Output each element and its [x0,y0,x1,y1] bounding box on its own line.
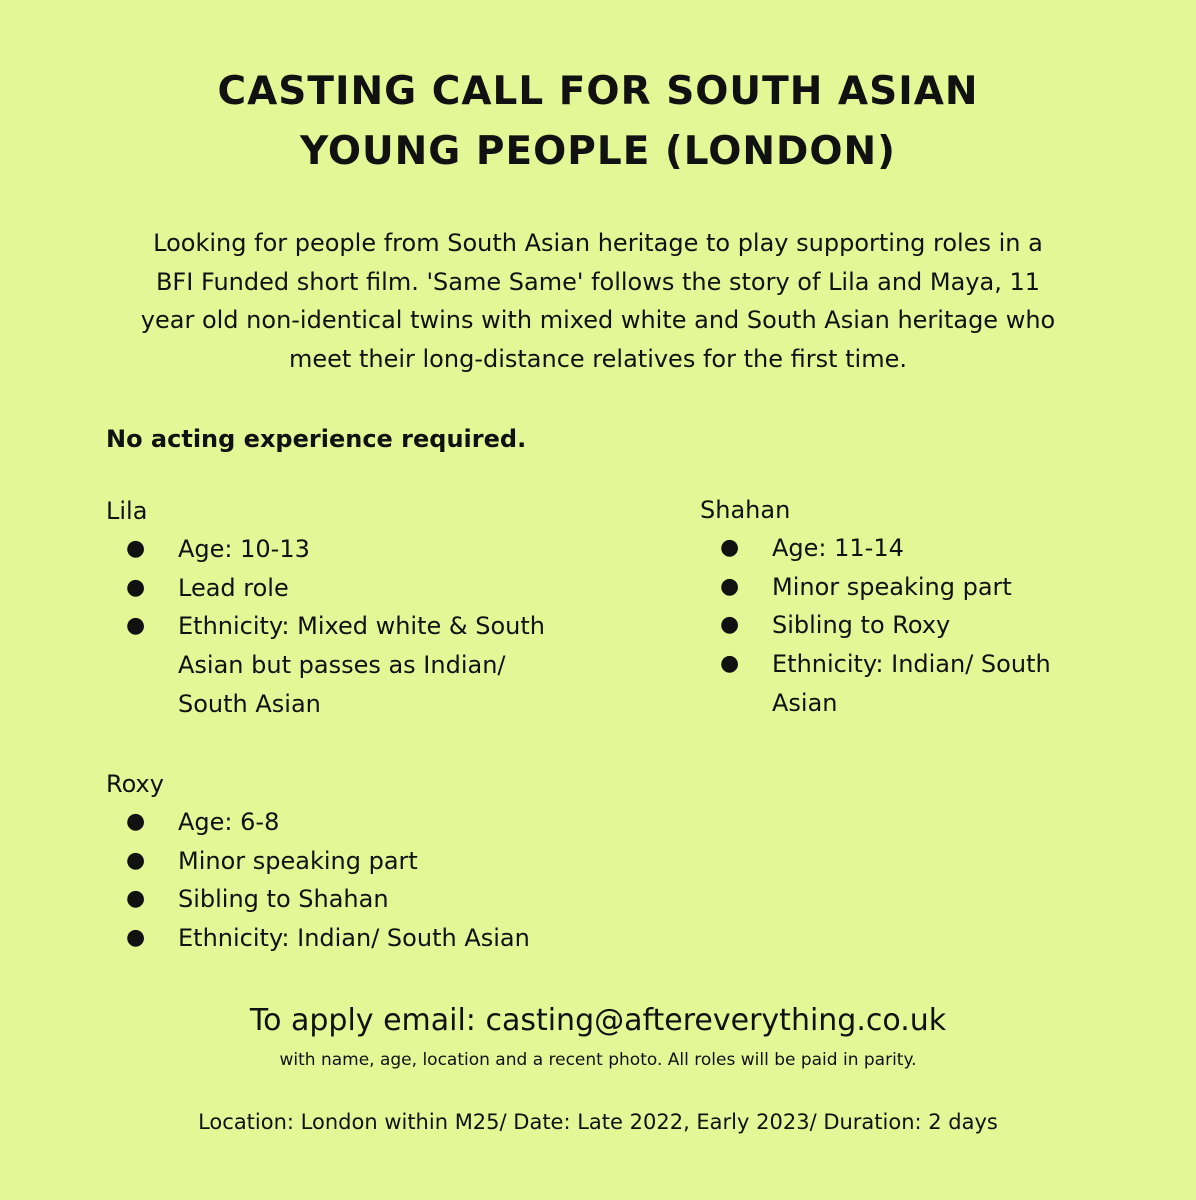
role-detail-item [700,529,1120,568]
role-detail-item [106,607,606,723]
no-experience-note: No acting experience required. [106,425,527,453]
bullet-icon: ● [126,613,146,639]
role-detail-item [700,645,1120,722]
role-detail-text: Minor speaking part [772,572,1012,601]
intro-paragraph [60,224,1136,378]
apply-email-line: To apply email: casting@aftereverything.co.uk [249,1003,947,1038]
role-detail-item [106,880,626,919]
role-lila [106,494,606,724]
role-detail-text: Age: 10-13 [178,535,310,563]
title-line-2: YOUNG PEOPLE (LONDON) [299,129,896,174]
role-detail-text: South Asian [178,689,321,718]
role-detail-text: Ethnicity: Indian/ South [772,650,1051,679]
role-details-list [106,803,626,958]
role-detail-text: Asian [772,688,838,717]
intro-line-4: meet their long-distance relatives for the first time. [289,344,907,373]
title-line-1: CASTING CALL FOR SOUTH ASIAN [217,69,979,114]
bullet-icon: ● [720,612,740,638]
role-details-list [106,530,606,724]
role-detail-item [700,606,1120,645]
location-date-duration: Location: London within M25/ Date: Late 2022, Early 2023/ Duration: 2 days [198,1110,998,1134]
bullet-icon: ● [126,925,146,951]
role-details-list [700,529,1120,723]
role-detail-item [106,803,626,842]
role-detail-text: Sibling to Roxy [772,611,951,640]
role-detail-text: Ethnicity: Indian/ South Asian [178,924,530,953]
role-detail-text: Age: 11-14 [772,534,904,562]
role-detail-item [700,568,1120,607]
bullet-icon: ● [126,847,146,873]
bullet-icon: ● [720,573,740,599]
role-name: Shahan [700,496,791,524]
role-detail-item [106,919,626,958]
role-detail-item [106,530,606,569]
intro-line-3: year old non-identical twins with mixed white and South Asian heritage who [140,306,1056,334]
role-detail-text: Lead role [178,573,289,602]
role-detail-item [106,569,606,608]
bullet-icon: ● [126,886,146,912]
role-detail-item [106,842,626,881]
role-roxy [106,767,626,958]
role-detail-text: Minor speaking part [178,846,418,875]
bullet-icon: ● [126,574,146,600]
role-shahan [700,493,1120,723]
role-name: Lila [106,497,148,525]
role-detail-text: Age: 6-8 [178,808,280,836]
apply-instructions: with name, age, location and a recent photo. All roles will be paid in parity. [279,1050,917,1070]
role-detail-text: Asian but passes as Indian/ [178,651,506,680]
page-title [0,62,1196,182]
role-detail-text: Ethnicity: Mixed white & South [178,612,545,641]
bullet-icon: ● [126,809,146,834]
intro-line-1: Looking for people from South Asian heritage to play supporting roles in a [153,229,1043,257]
bullet-icon: ● [720,651,740,677]
intro-line-2: BFI Funded short film. 'Same Same' follows the story of Lila and Maya, 11 [155,267,1041,296]
bullet-icon: ● [720,535,740,560]
role-detail-text: Sibling to Shahan [178,885,389,914]
bullet-icon: ● [126,536,146,561]
role-name: Roxy [106,770,164,798]
